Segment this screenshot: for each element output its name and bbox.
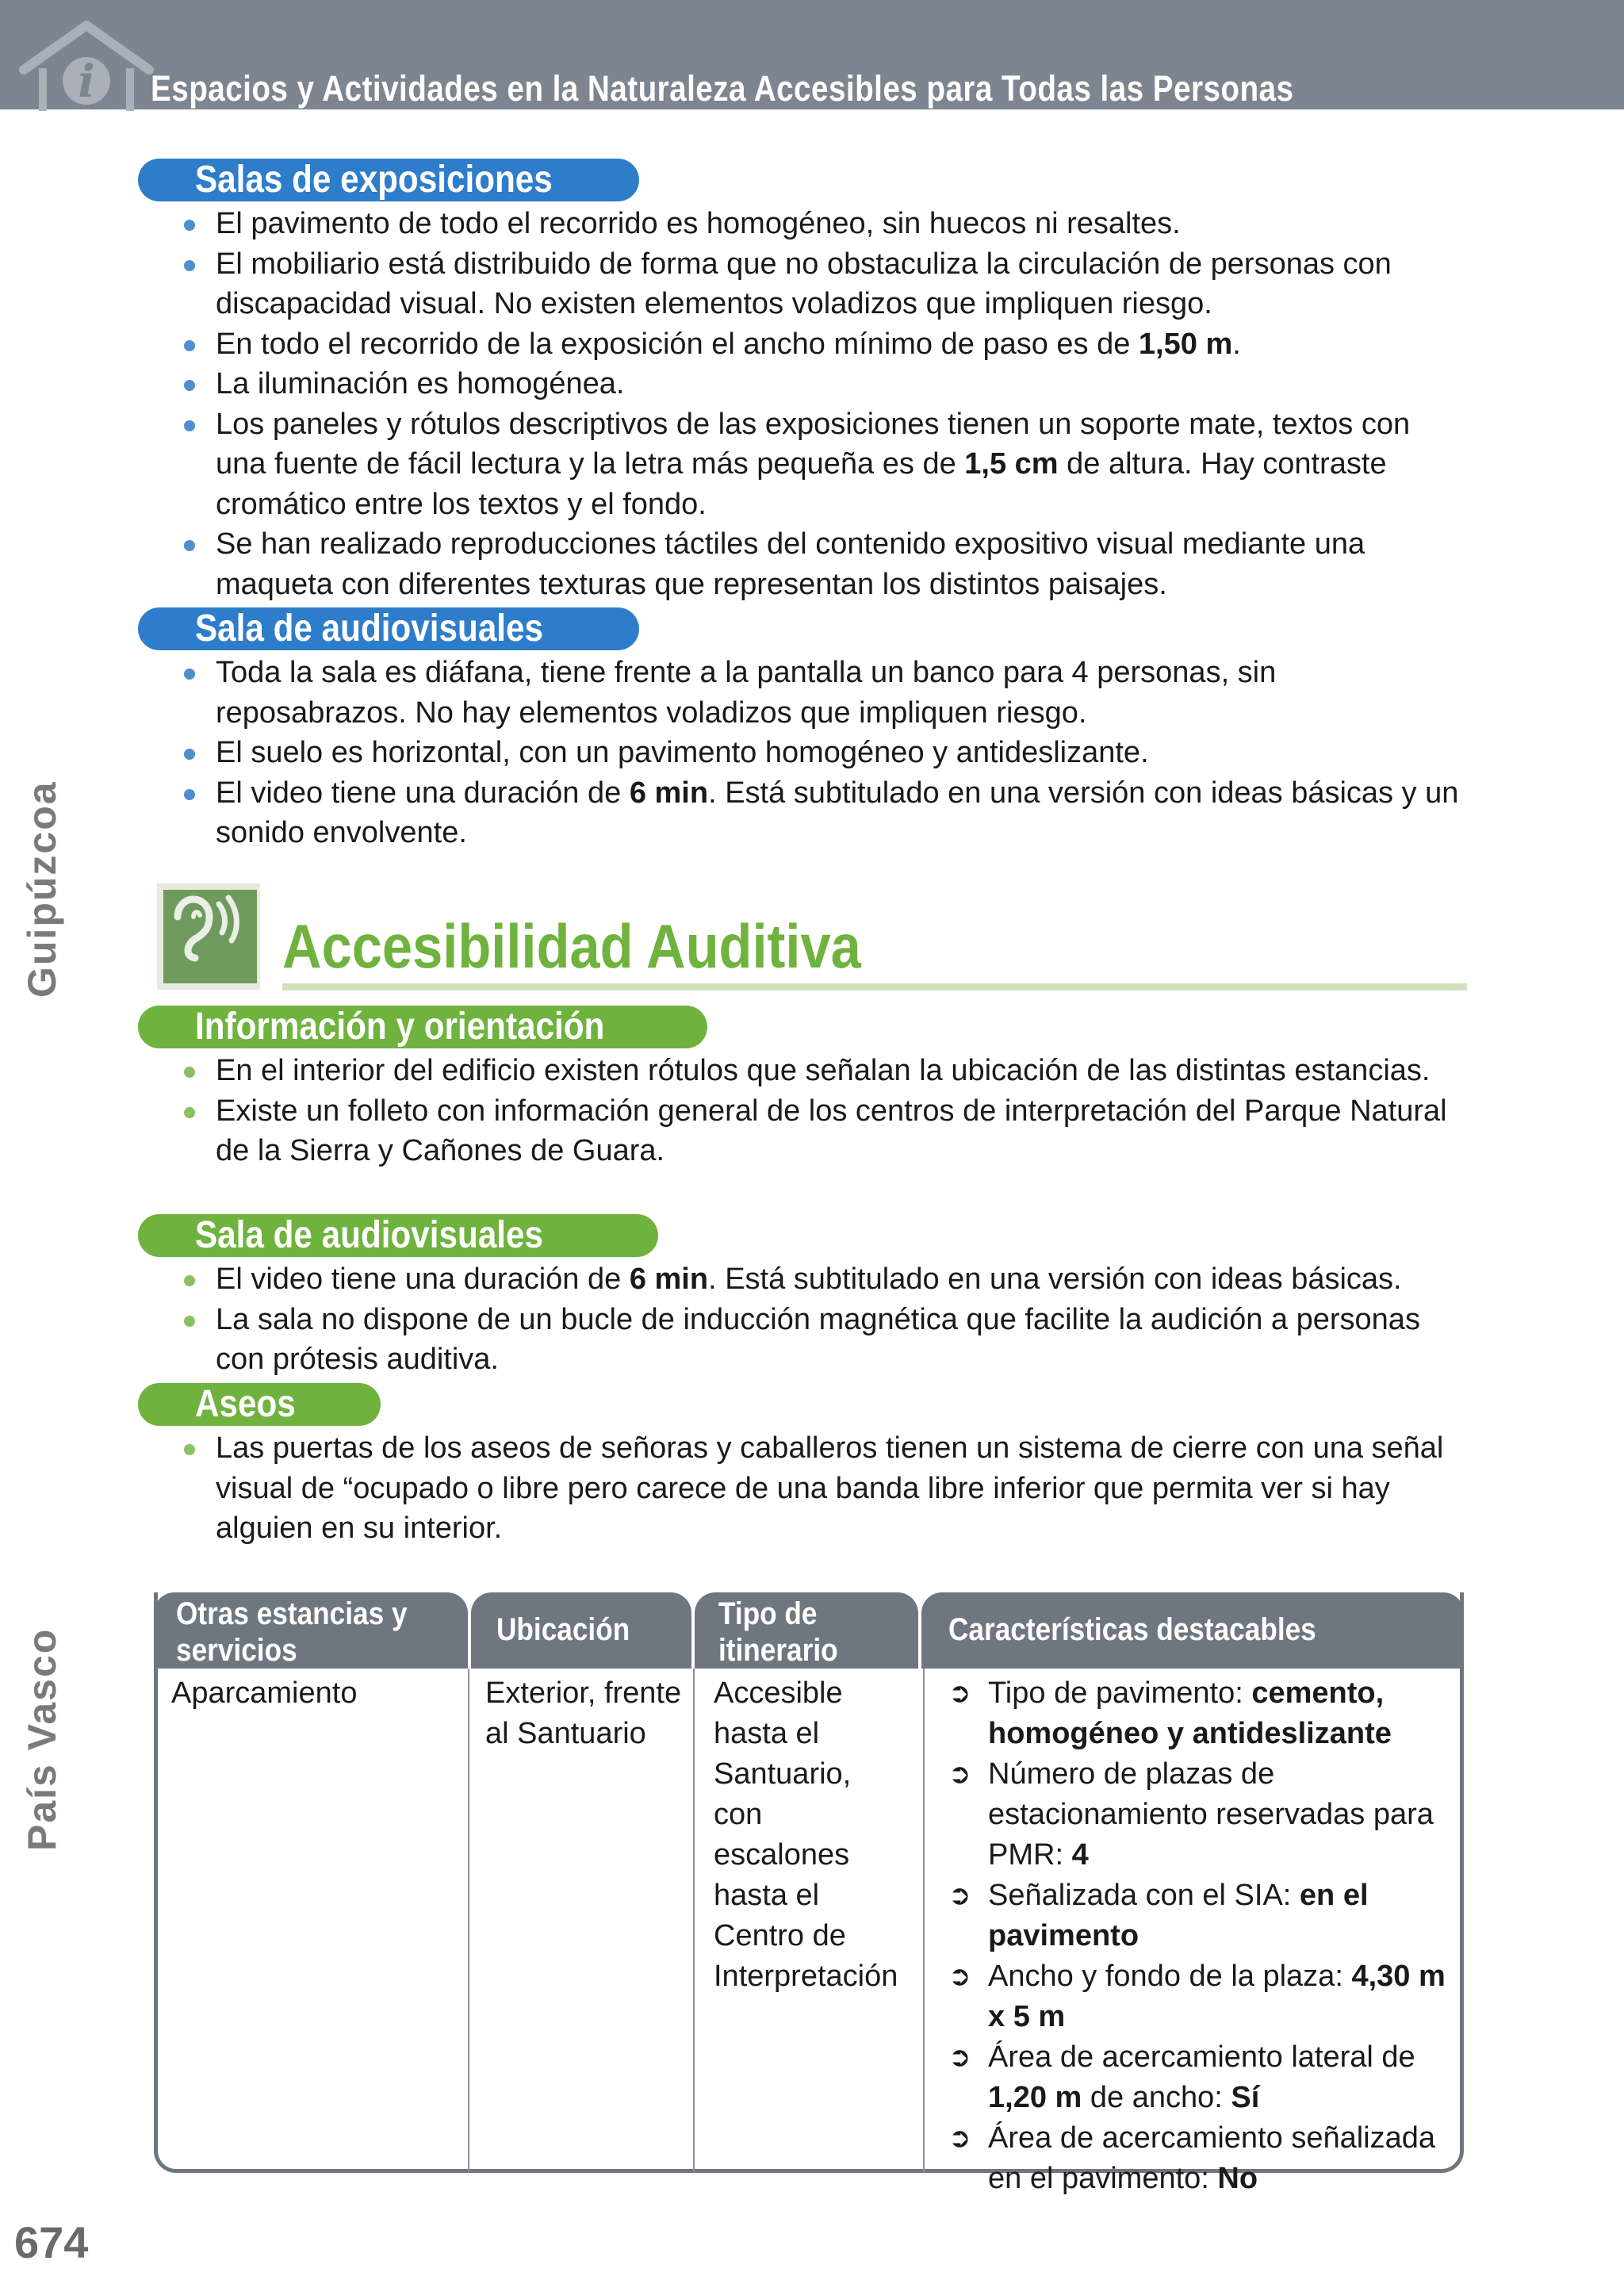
table-divider bbox=[923, 1669, 925, 2173]
list-item: ➲ Número de plazas de estacionamiento reservadas para PMR: 4 bbox=[948, 1754, 1456, 1876]
arrow-icon: ➲ bbox=[948, 1677, 971, 1709]
cell-caracteristicas bbox=[948, 1673, 1456, 2199]
ear-icon bbox=[152, 880, 263, 991]
list-item: Toda la sala es diáfana, tiene frente a la pantalla un banco para 4 personas, sin reposabrazos. No hay elementos voladizos que impliquen riesgo. bbox=[181, 653, 1465, 733]
cell-itinerario: Accesible hasta el Santuario, con escalones hasta el Centro de Interpretación bbox=[714, 1676, 898, 1993]
arrow-icon: ➲ bbox=[948, 2122, 971, 2154]
section-title-accesibilidad-auditiva: Accesibilidad Auditiva bbox=[282, 911, 861, 981]
list-item: Los paneles y rótulos descriptivos de las exposiciones tienen un soporte mate, textos con una fuente de fácil lectura y la letra más pequeña es de 1,5 cm de altura. Hay contraste cromático entre los textos y el fondo. bbox=[181, 404, 1465, 525]
table-header-ubicacion: Ubicación bbox=[471, 1592, 691, 1669]
list-salas-exposiciones bbox=[181, 204, 1465, 604]
list-item: Las puertas de los aseos de señoras y caballeros tienen un sistema de cierre con una señal visual de “ocupado o libre pero carece de una banda libre inferior que permita ver si hay alguien en su interior. bbox=[181, 1428, 1465, 1549]
arrow-icon: ➲ bbox=[948, 2041, 971, 2073]
list-item: La iluminación es homogénea. bbox=[181, 364, 1465, 404]
list-sala-audiovisuales-auditiva bbox=[181, 1259, 1465, 1380]
list-item: El suelo es horizontal, con un pavimento homogéneo y antideslizante. bbox=[181, 733, 1465, 773]
table-header-caracteristicas: Características destacables bbox=[921, 1592, 1464, 1669]
page-number: 674 bbox=[14, 2217, 89, 2267]
table-divider bbox=[468, 1669, 469, 2173]
list-item: ➲ Señalizada con el SIA: en el pavimento bbox=[948, 1876, 1456, 1956]
list-item: El pavimento de todo el recorrido es homogéneo, sin huecos ni resaltes. bbox=[181, 204, 1465, 244]
list-item: El video tiene una duración de 6 min. Está subtitulado en una versión con ideas básicas. bbox=[181, 1259, 1465, 1300]
list-aseos bbox=[181, 1428, 1465, 1549]
list-item: El video tiene una duración de 6 min. Está subtitulado en una versión con ideas básicas y un sonido envolvente. bbox=[181, 773, 1465, 853]
svg-text:i: i bbox=[78, 56, 95, 108]
list-item: ➲ Área de acercamiento lateral de 1,20 m de ancho: Sí bbox=[948, 2037, 1456, 2118]
cell-ubicacion: Exterior, frente al Santuario bbox=[485, 1676, 682, 1750]
list-item: La sala no dispone de un bucle de inducción magnética que facilite la audición a personas con prótesis auditiva. bbox=[181, 1300, 1465, 1380]
table-header-estancias: Otras estancias y servicios bbox=[154, 1592, 468, 1669]
list-item: ➲ Área de acercamiento señalizada en el pavimento: No bbox=[948, 2118, 1456, 2199]
section-divider bbox=[282, 983, 1467, 990]
list-informacion-orientacion bbox=[181, 1051, 1465, 1171]
list-item: ➲ Ancho y fondo de la plaza: 4,30 m x 5 m bbox=[948, 1956, 1456, 2037]
heading-aseos: Aseos bbox=[138, 1383, 381, 1426]
list-item: En el interior del edificio existen rótulos que señalan la ubicación de las distintas estancias. bbox=[181, 1051, 1465, 1091]
header-bar bbox=[0, 0, 1624, 109]
list-item: Se han realizado reproducciones táctiles del contenido expositivo visual mediante una maqueta con diferentes texturas que representan los distintos paisajes. bbox=[181, 524, 1465, 604]
arrow-icon: ➲ bbox=[948, 1879, 971, 1911]
cell-estancia: Aparcamiento bbox=[171, 1676, 358, 1710]
heading-sala-audiovisuales-auditiva: Sala de audiovisuales bbox=[138, 1214, 658, 1257]
heading-salas-exposiciones: Salas de exposiciones bbox=[138, 159, 639, 201]
arrow-icon: ➲ bbox=[948, 1960, 971, 1992]
list-item: Existe un folleto con información general de los centros de interpretación del Parque Natural de la Sierra y Cañones de Guara. bbox=[181, 1091, 1465, 1171]
list-item: En todo el recorrido de la exposición el ancho mínimo de paso es de 1,50 m. bbox=[181, 324, 1465, 365]
side-label-country: País Vasco bbox=[20, 1627, 64, 1851]
house-info-icon bbox=[19, 21, 154, 111]
table-header-itinerario: Tipo de itinerario bbox=[695, 1592, 918, 1669]
heading-sala-audiovisuales-visual: Sala de audiovisuales bbox=[138, 607, 639, 650]
list-item: ➲ Tipo de pavimento: cemento, homogéneo y antideslizante bbox=[948, 1673, 1456, 1754]
heading-informacion-orientacion: Información y orientación bbox=[138, 1006, 707, 1048]
list-item: El mobiliario está distribuido de forma que no obstaculiza la circulación de personas con discapacidad visual. No existen elementos voladizos que impliquen riesgo. bbox=[181, 244, 1465, 324]
table-divider bbox=[693, 1669, 695, 2173]
side-label-region: Guipúzcoa bbox=[20, 780, 64, 998]
list-sala-audiovisuales-visual bbox=[181, 653, 1465, 853]
header-title: Espacios y Actividades en la Naturaleza Accesibles para Todas las Personas bbox=[151, 68, 1294, 109]
arrow-icon: ➲ bbox=[948, 1758, 971, 1790]
